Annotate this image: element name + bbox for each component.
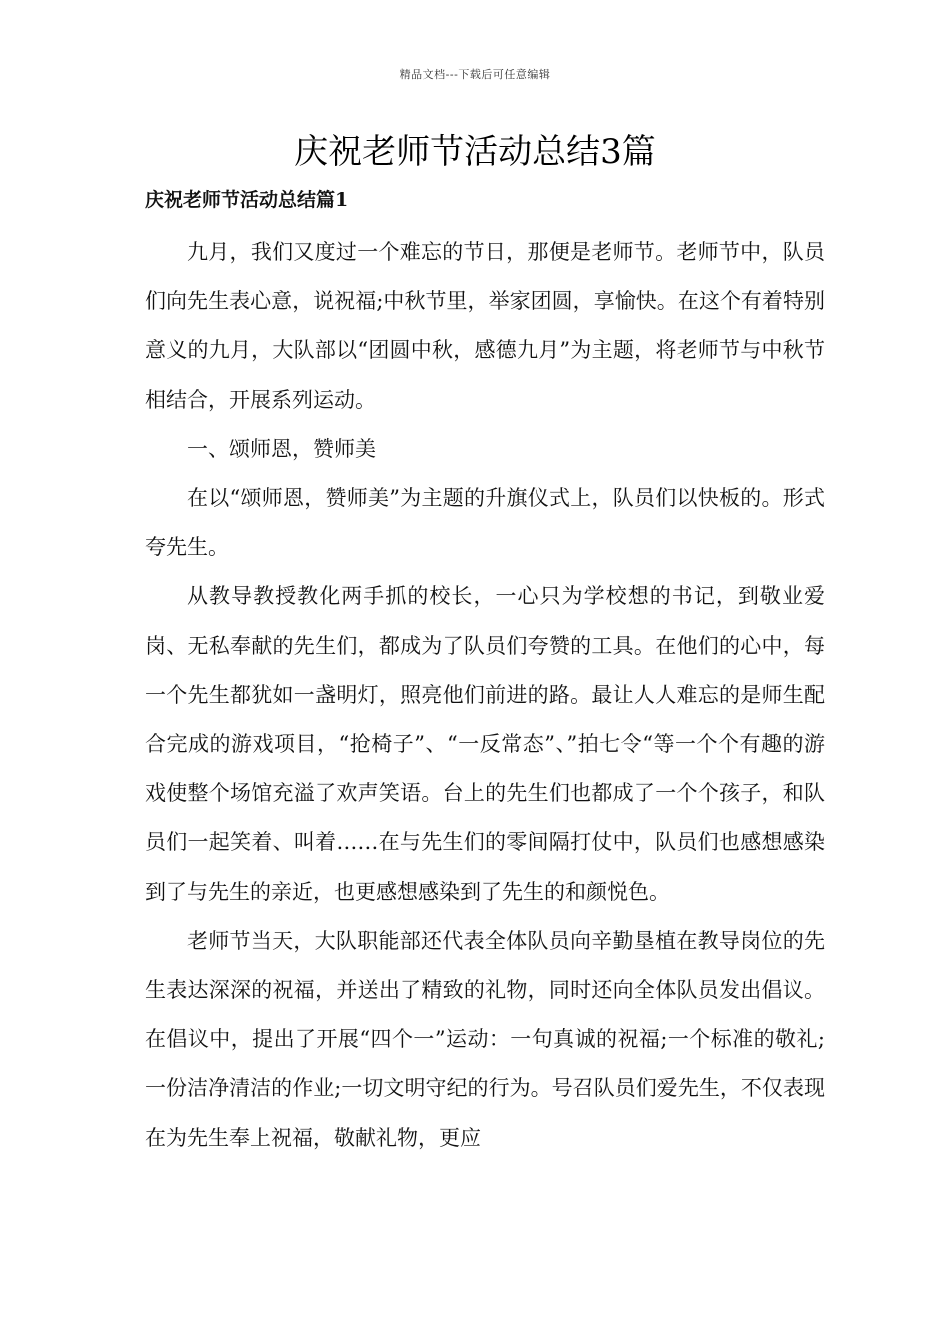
paragraph-intro: 九月，我们又度过一个难忘的节日，那便是老师节。老师节中，队员们向先生表心意，说祝福;中秋节里，举家团圆，享愉快。在这个有着特别意义的九月，大队部以“团圆中秋，感德九月”为主题，将老师节与中秋节相结合，开展系列运动。: [145, 240, 825, 412]
section-title: 庆祝老师节活动总结篇1: [145, 189, 349, 211]
paragraph-flag-ceremony: 在以“颂师恩，赞师美”为主题的升旗仪式上，队员们以快板的。形式夸先生。: [145, 486, 825, 560]
document-title: 庆祝老师节活动总结3篇: [294, 132, 656, 172]
document-body: [145, 228, 825, 1163]
paragraph-teachers-day: 老师节当天，大队职能部还代表全体队员向辛勤垦植在教导岗位的先生表达深深的祝福，并送出了精致的礼物，同时还向全体队员发出倡议。在倡议中，提出了开展“四个一”运动：一句真诚的祝福;一个标准的敬礼;一份洁净清洁的作业;一切文明守纪的行为。号召队员们爱先生，不仅表现在为先生奉上祝福，敬献礼物，更应: [145, 928, 825, 1150]
header-note: 精品文档---下载后可任意编辑: [399, 68, 551, 81]
paragraph-heading-1: 一、颂师恩，赞师美: [187, 436, 376, 461]
paragraph-praise: 从教导教授教化两手抓的校长，一心只为学校想的书记，到敬业爱岗、无私奉献的先生们，都成为了队员们夸赞的工具。在他们的心中，每一个先生都犹如一盏明灯，照亮他们前进的路。最让人人难忘的是师生配合完成的游戏项目，“抢椅子”、“一反常态”、”拍七令“等一个个有趣的游戏使整个场馆充溢了欢声笑语。台上的先生们也都成了一个个孩子，和队员们一起笑着、叫着……在与先生们的零间隔打仗中，队员们也感想感染到了与先生的亲近，也更感想感染到了先生的和颜悦色。: [145, 584, 825, 904]
